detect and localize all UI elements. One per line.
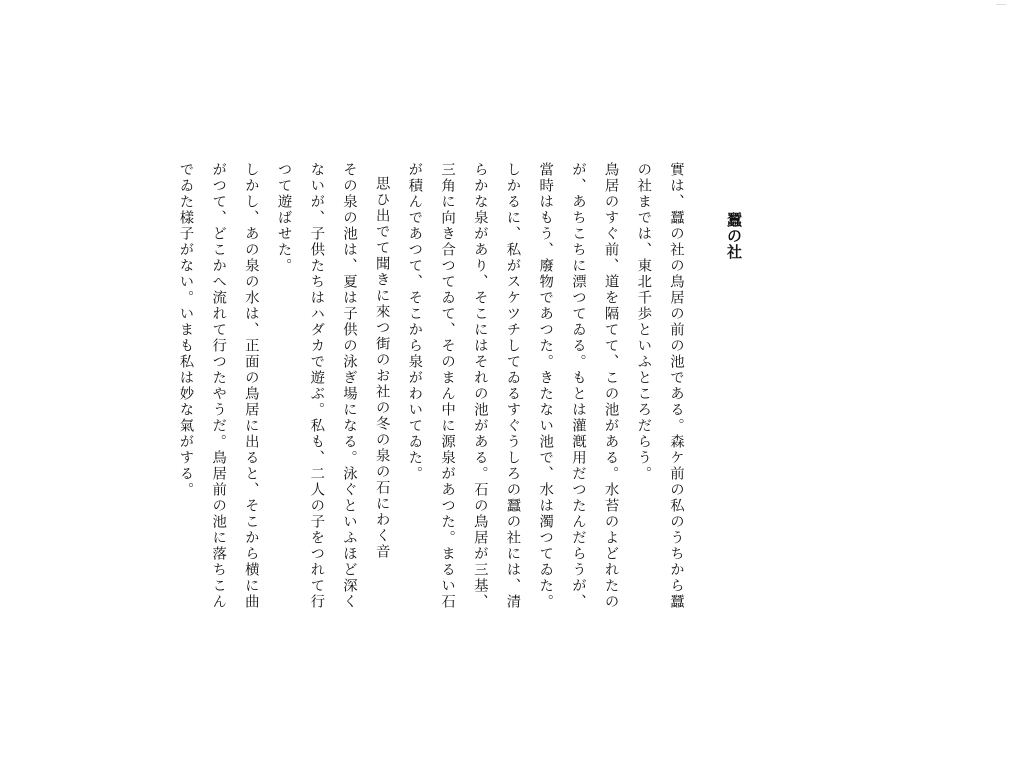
body-text	[172, 162, 692, 622]
paragraph-3-poem: 思ひ出でて聞きに來つ街のお社の冬の泉の石にわく音	[373, 176, 390, 561]
paragraph-4: その泉の池は、夏は子供の泳ぎ場になる。泳ぐといふほど深くないが、子供たちはハダカで遊ぶ。私も、二人の子をつれて行つて遊ばせた。	[275, 162, 357, 610]
paragraph-2: 鳥居のすぐ前、道を隔てて、この池がある。水苔のよどれたのが、あちこちに漂つてゐる。もとは灌漑用だつたんだらうが、當時はもう、廢物であつた。きたない池で、水は濁つてゐた。しかるに、私がスケツチしてゐるすぐうしろの蠶の社には、清らかな泉があり、そこにはそれの池がある。石の鳥居が三基、三角に向き合つてゐて、そのまん中に源泉があつた。まるい石が積んであつて、そこから泉がわいてゐた。	[406, 162, 619, 610]
section-title: 蠶の社	[725, 212, 743, 260]
paragraph-5: しかし、あの泉の水は、正面の鳥居に出ると、そこから横に曲がつて、どこかへ流れて行つたやうだ。鳥居前の池に落ちこんでゐた樣子がない。いまも私は妙な氣がする。	[177, 162, 259, 610]
paragraph-1: 實は、蠶の社の鳥居の前の池である。森ケ前の私のうちから蠶の社までは、東北千歩といふところだらう。	[635, 162, 684, 610]
